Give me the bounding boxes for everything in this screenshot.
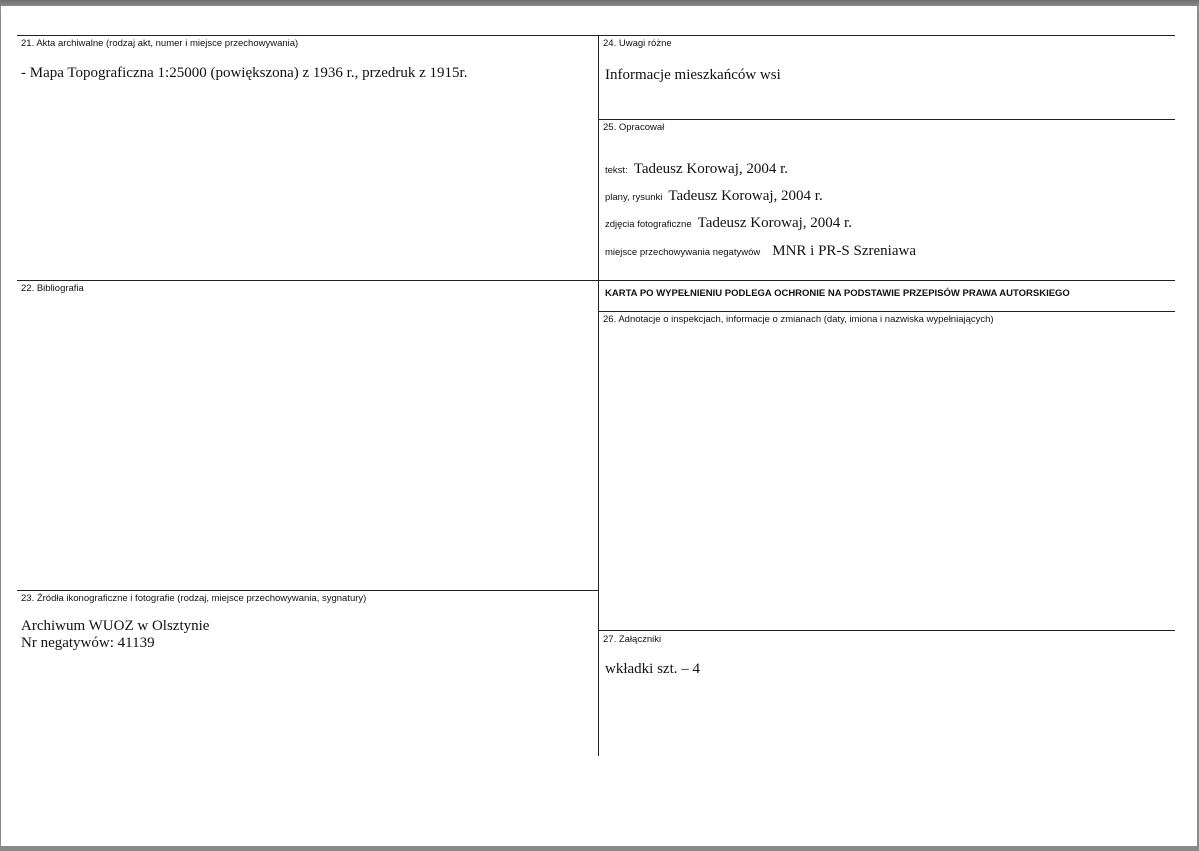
author-row-text	[605, 160, 788, 178]
author-row-value: Tadeusz Korowaj, 2004 r.	[633, 161, 789, 177]
author-row-label: miejsce przechowywania negatywów	[605, 247, 761, 258]
section-22-line	[17, 280, 598, 281]
author-row-negatives	[605, 242, 916, 260]
section-24-label: 24. Uwagi różne	[603, 38, 672, 49]
section-24-value: Informacje mieszkańców wsi	[605, 67, 781, 83]
author-row-value: MNR i PR-S Szreniawa	[772, 243, 916, 259]
notice-top-line	[598, 280, 1175, 281]
author-row-plans	[605, 187, 823, 205]
column-divider	[598, 35, 599, 756]
archive-card-page	[1, 6, 1197, 846]
section-21-label: 21. Akta archiwalne (rodzaj akt, numer i miejsce przechowywania)	[21, 38, 299, 49]
section-23-line	[17, 590, 598, 591]
section-25-label: 25. Opracował	[603, 122, 665, 133]
author-row-photos	[605, 214, 852, 232]
section-23-label: 23. Źródła ikonograficzne i fotografie (rodzaj, miejsce przechowywania, sygnatury)	[21, 593, 367, 604]
section-27-line	[598, 630, 1175, 631]
author-row-value: Tadeusz Korowaj, 2004 r.	[668, 188, 823, 204]
section-27-value: wkładki szt. – 4	[605, 661, 700, 677]
section-27-label: 27. Załączniki	[603, 634, 662, 645]
author-row-value: Tadeusz Korowaj, 2004 r.	[697, 215, 852, 231]
author-row-label: tekst:	[605, 165, 628, 176]
copyright-notice: KARTA PO WYPEŁNIENIU PODLEGA OCHRONIE NA PODSTAWIE PRZEPISÓW PRAWA AUTORSKIEGO	[605, 288, 1070, 299]
section-21-value: - Mapa Topograficzna 1:25000 (powiększona) z 1936 r., przedruk z 1915r.	[21, 65, 468, 81]
section-25-line	[598, 119, 1175, 120]
section-26-label: 26. Adnotacje o inspekcjach, informacje o zmianach (daty, imiona i nazwiska wypełniających)	[603, 314, 994, 325]
section-23-archive: Archiwum WUOZ w Olsztynie	[21, 618, 210, 634]
section-26-line	[598, 311, 1175, 312]
author-row-label: zdjęcia fotograficzne	[605, 219, 692, 230]
section-23-negatives: Nr negatywów: 41139	[21, 635, 155, 651]
section-22-label: 22. Bibliografia	[21, 283, 84, 294]
author-row-label: plany, rysunki	[605, 192, 663, 203]
top-border-line	[17, 35, 1175, 36]
